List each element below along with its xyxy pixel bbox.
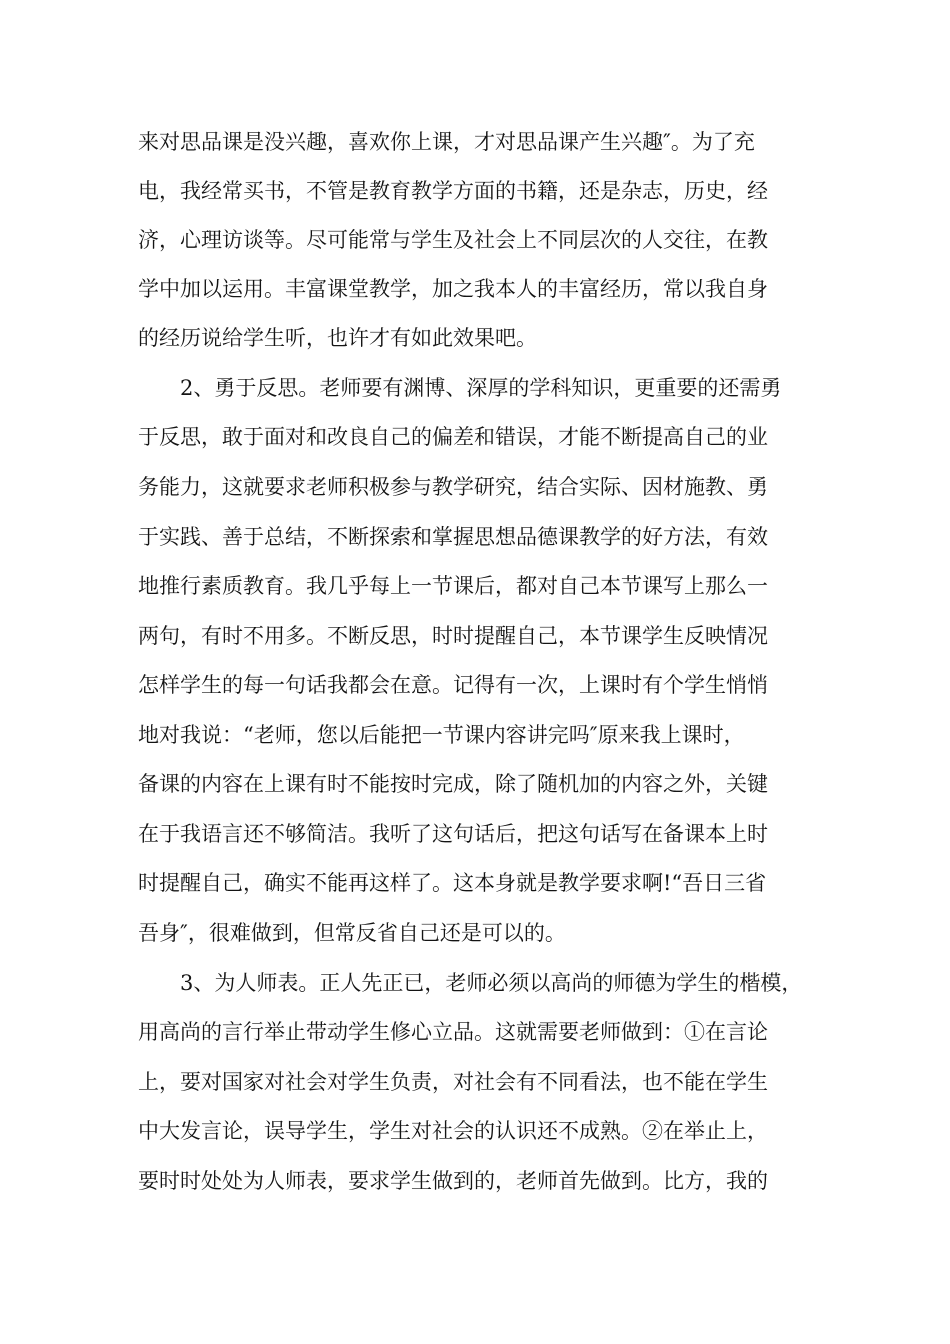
text-line: 时提醒自己，确实不能再这样了。这本身就是教学要求啊!“吾日三省 — [138, 871, 767, 895]
text-line: 中大发言论，误导学生，学生对社会的认识还不成熟。②在举止上， — [138, 1119, 768, 1143]
text-line: 要时时处处为人师表，要求学生做到的，老师首先做到。比方，我的 — [138, 1169, 768, 1193]
text-line: 于反思，敢于面对和改良自己的偏差和错误，才能不断提高自己的业 — [138, 425, 768, 449]
text-line: 济，心理访谈等。尽可能常与学生及社会上不同层次的人交往，在教 — [138, 228, 768, 252]
text-line: 务能力，这就要求老师积极参与教学研究，结合实际、因材施教、勇 — [138, 475, 768, 499]
text-line: 学中加以运用。丰富课堂教学，加之我本人的丰富经历，常以我自身 — [138, 277, 768, 301]
paragraph-first-line: 2、勇于反思。老师要有渊博、深厚的学科知识，更重要的还需勇 — [180, 376, 782, 400]
text-line: 吾身″，很难做到，但常反省自己还是可以的。 — [138, 921, 566, 945]
text-line: 用高尚的言行举止带动学生修心立品。这就需要老师做到：①在言论 — [138, 1020, 768, 1044]
text-line: 电，我经常买书，不管是教育教学方面的书籍，还是杂志，历史，经 — [138, 179, 768, 203]
text-line: 地对我说：“老师，您以后能把一节课内容讲完吗″原来我上课时， — [138, 723, 745, 747]
text-line: 地推行素质教育。我几乎每上一节课后，都对自己本节课写上那么一 — [138, 574, 768, 598]
text-line: 怎样学生的每一句话我都会在意。记得有一次，上课时有个学生悄悄 — [138, 673, 768, 697]
paragraph-first-line: 3、为人师表。正人先正已，老师必须以高尚的师德为学生的楷模， — [180, 971, 803, 995]
text-line: 在于我语言还不够简洁。我听了这句话后，把这句话写在备课本上时 — [138, 822, 768, 846]
text-line: 备课的内容在上课有时不能按时完成，除了随机加的内容之外，关键 — [138, 772, 768, 796]
text-line: 的经历说给学生听，也许才有如此效果吧。 — [138, 326, 537, 350]
text-line: 来对思品课是没兴趣，喜欢你上课，才对思品课产生兴趣″。为了充 — [138, 130, 755, 154]
text-line: 两句，有时不用多。不断反思，时时提醒自己，本节课学生反映情况 — [138, 624, 768, 648]
text-line: 于实践、善于总结，不断探索和掌握思想品德课教学的好方法，有效 — [138, 525, 768, 549]
text-line: 上，要对国家对社会对学生负责，对社会有不同看法，也不能在学生 — [138, 1070, 768, 1094]
